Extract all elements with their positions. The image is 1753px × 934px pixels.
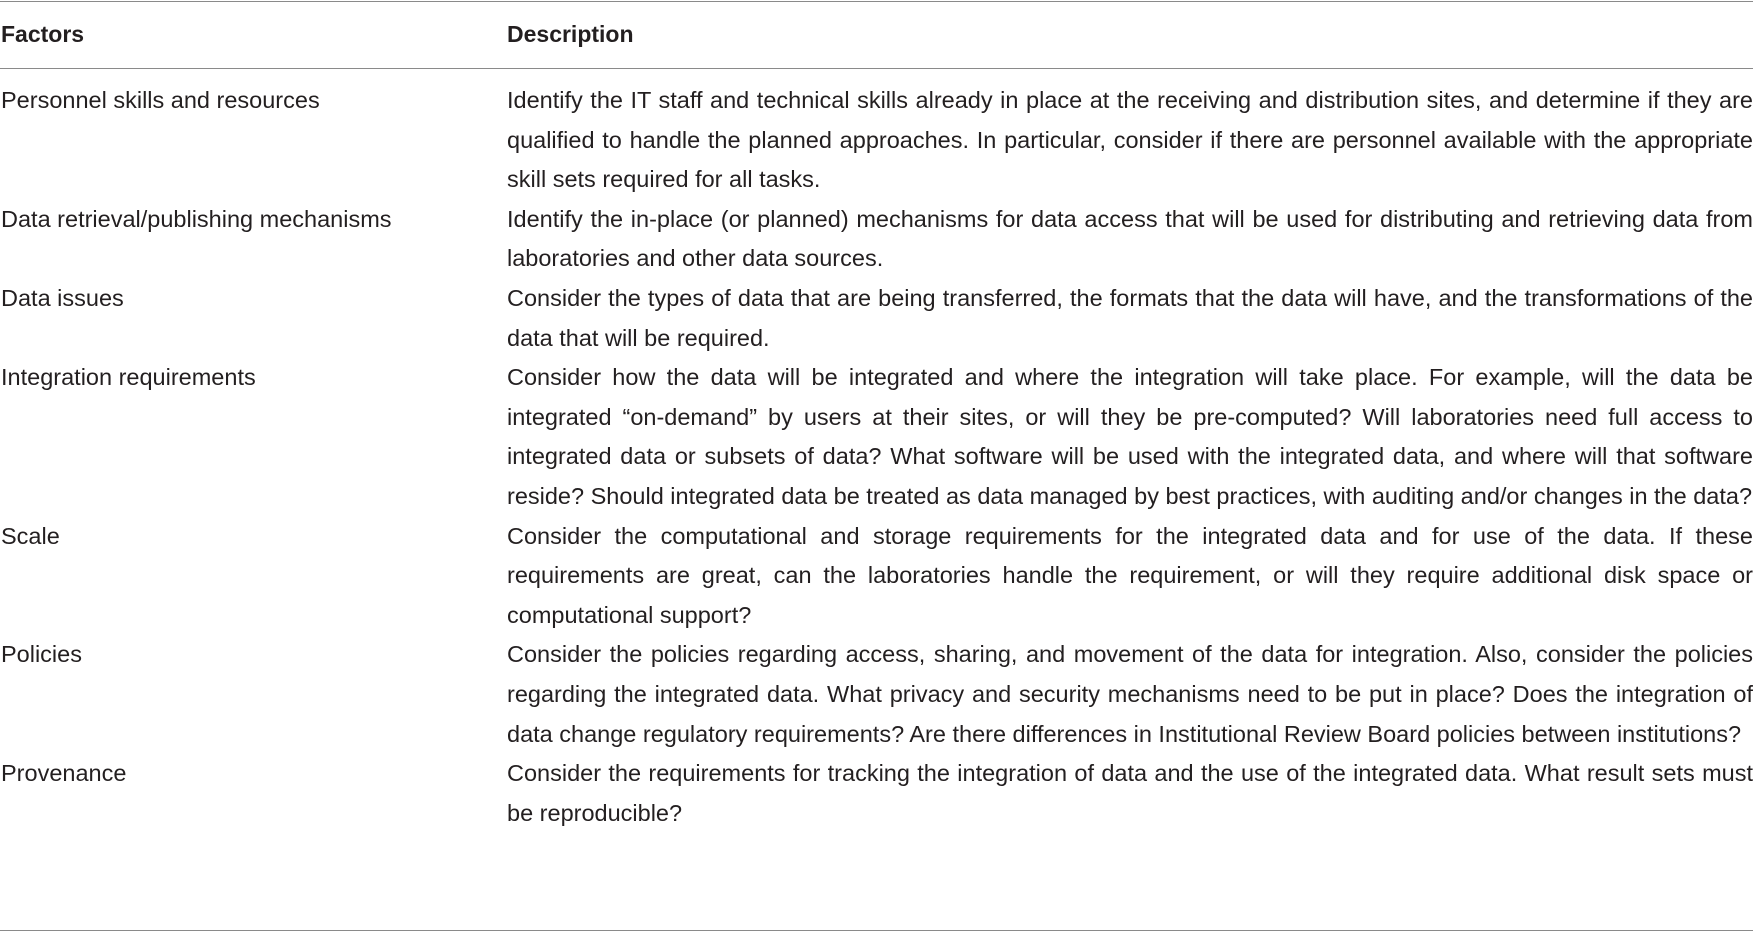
- table-header-rule: [0, 68, 1753, 69]
- table-row: [0, 517, 1753, 636]
- description-cell: Consider the types of data that are being transferred, the formats that the data will have, and the transformations of the data that will be required.: [507, 284, 1753, 351]
- description-cell: Consider the policies regarding access, sharing, and movement of the data for integration. Also, consider the policies regarding the integrated data. What privacy and security mechanisms need to be put in place? Does the integration of data change regulatory requirements? Are there differences in Institutional Review Board policies between institutions?: [507, 641, 1753, 747]
- table-row: [0, 81, 1753, 200]
- table-header-row: [0, 16, 1753, 52]
- table-bottom-rule: [0, 930, 1753, 931]
- table-body: [0, 81, 1753, 833]
- factor-cell: Data retrieval/publishing mechanisms: [1, 205, 392, 232]
- description-cell: Consider how the data will be integrated and where the integration will take place. For example, will the data be integrated “on-demand” by users at their sites, or will they be pre-computed? Will laboratories need full access to integrated data or subsets of data? What software will be used with the integrated data, and where will that software reside? Should integrated data be treated as data managed by best practices, with auditing and/or changes in the data?: [507, 364, 1753, 509]
- table-row: [0, 200, 1753, 279]
- description-cell: Consider the computational and storage requirements for the integrated data and for use of the data. If these requirements are great, can the laboratories handle the requirement, or will they require additional disk space or computational support?: [507, 522, 1753, 628]
- description-cell: Identify the IT staff and technical skills already in place at the receiving and distribution sites, and determine if they are qualified to handle the planned approaches. In particular, consider if there are personnel available with the appropriate skill sets required for all tasks.: [507, 87, 1753, 193]
- column-header-factors: Factors: [1, 21, 85, 47]
- factor-cell: Provenance: [1, 760, 127, 787]
- description-cell: Identify the in-place (or planned) mechanisms for data access that will be used for distributing and retrieving data from laboratories and other data sources.: [507, 205, 1753, 272]
- factor-cell: Policies: [1, 641, 82, 668]
- factor-cell: Scale: [1, 522, 60, 549]
- table-row: [0, 754, 1753, 833]
- factor-cell: Data issues: [1, 284, 124, 311]
- table-row: [0, 279, 1753, 358]
- column-header-description: Description: [507, 21, 634, 47]
- factor-cell: Integration requirements: [1, 364, 256, 391]
- table-row: [0, 635, 1753, 754]
- description-cell: Consider the requirements for tracking the integration of data and the use of the integrated data. What result sets must be reproducible?: [507, 760, 1753, 826]
- table-top-rule: [0, 1, 1753, 2]
- factor-cell: Personnel skills and resources: [1, 87, 320, 113]
- table-row: [0, 358, 1753, 516]
